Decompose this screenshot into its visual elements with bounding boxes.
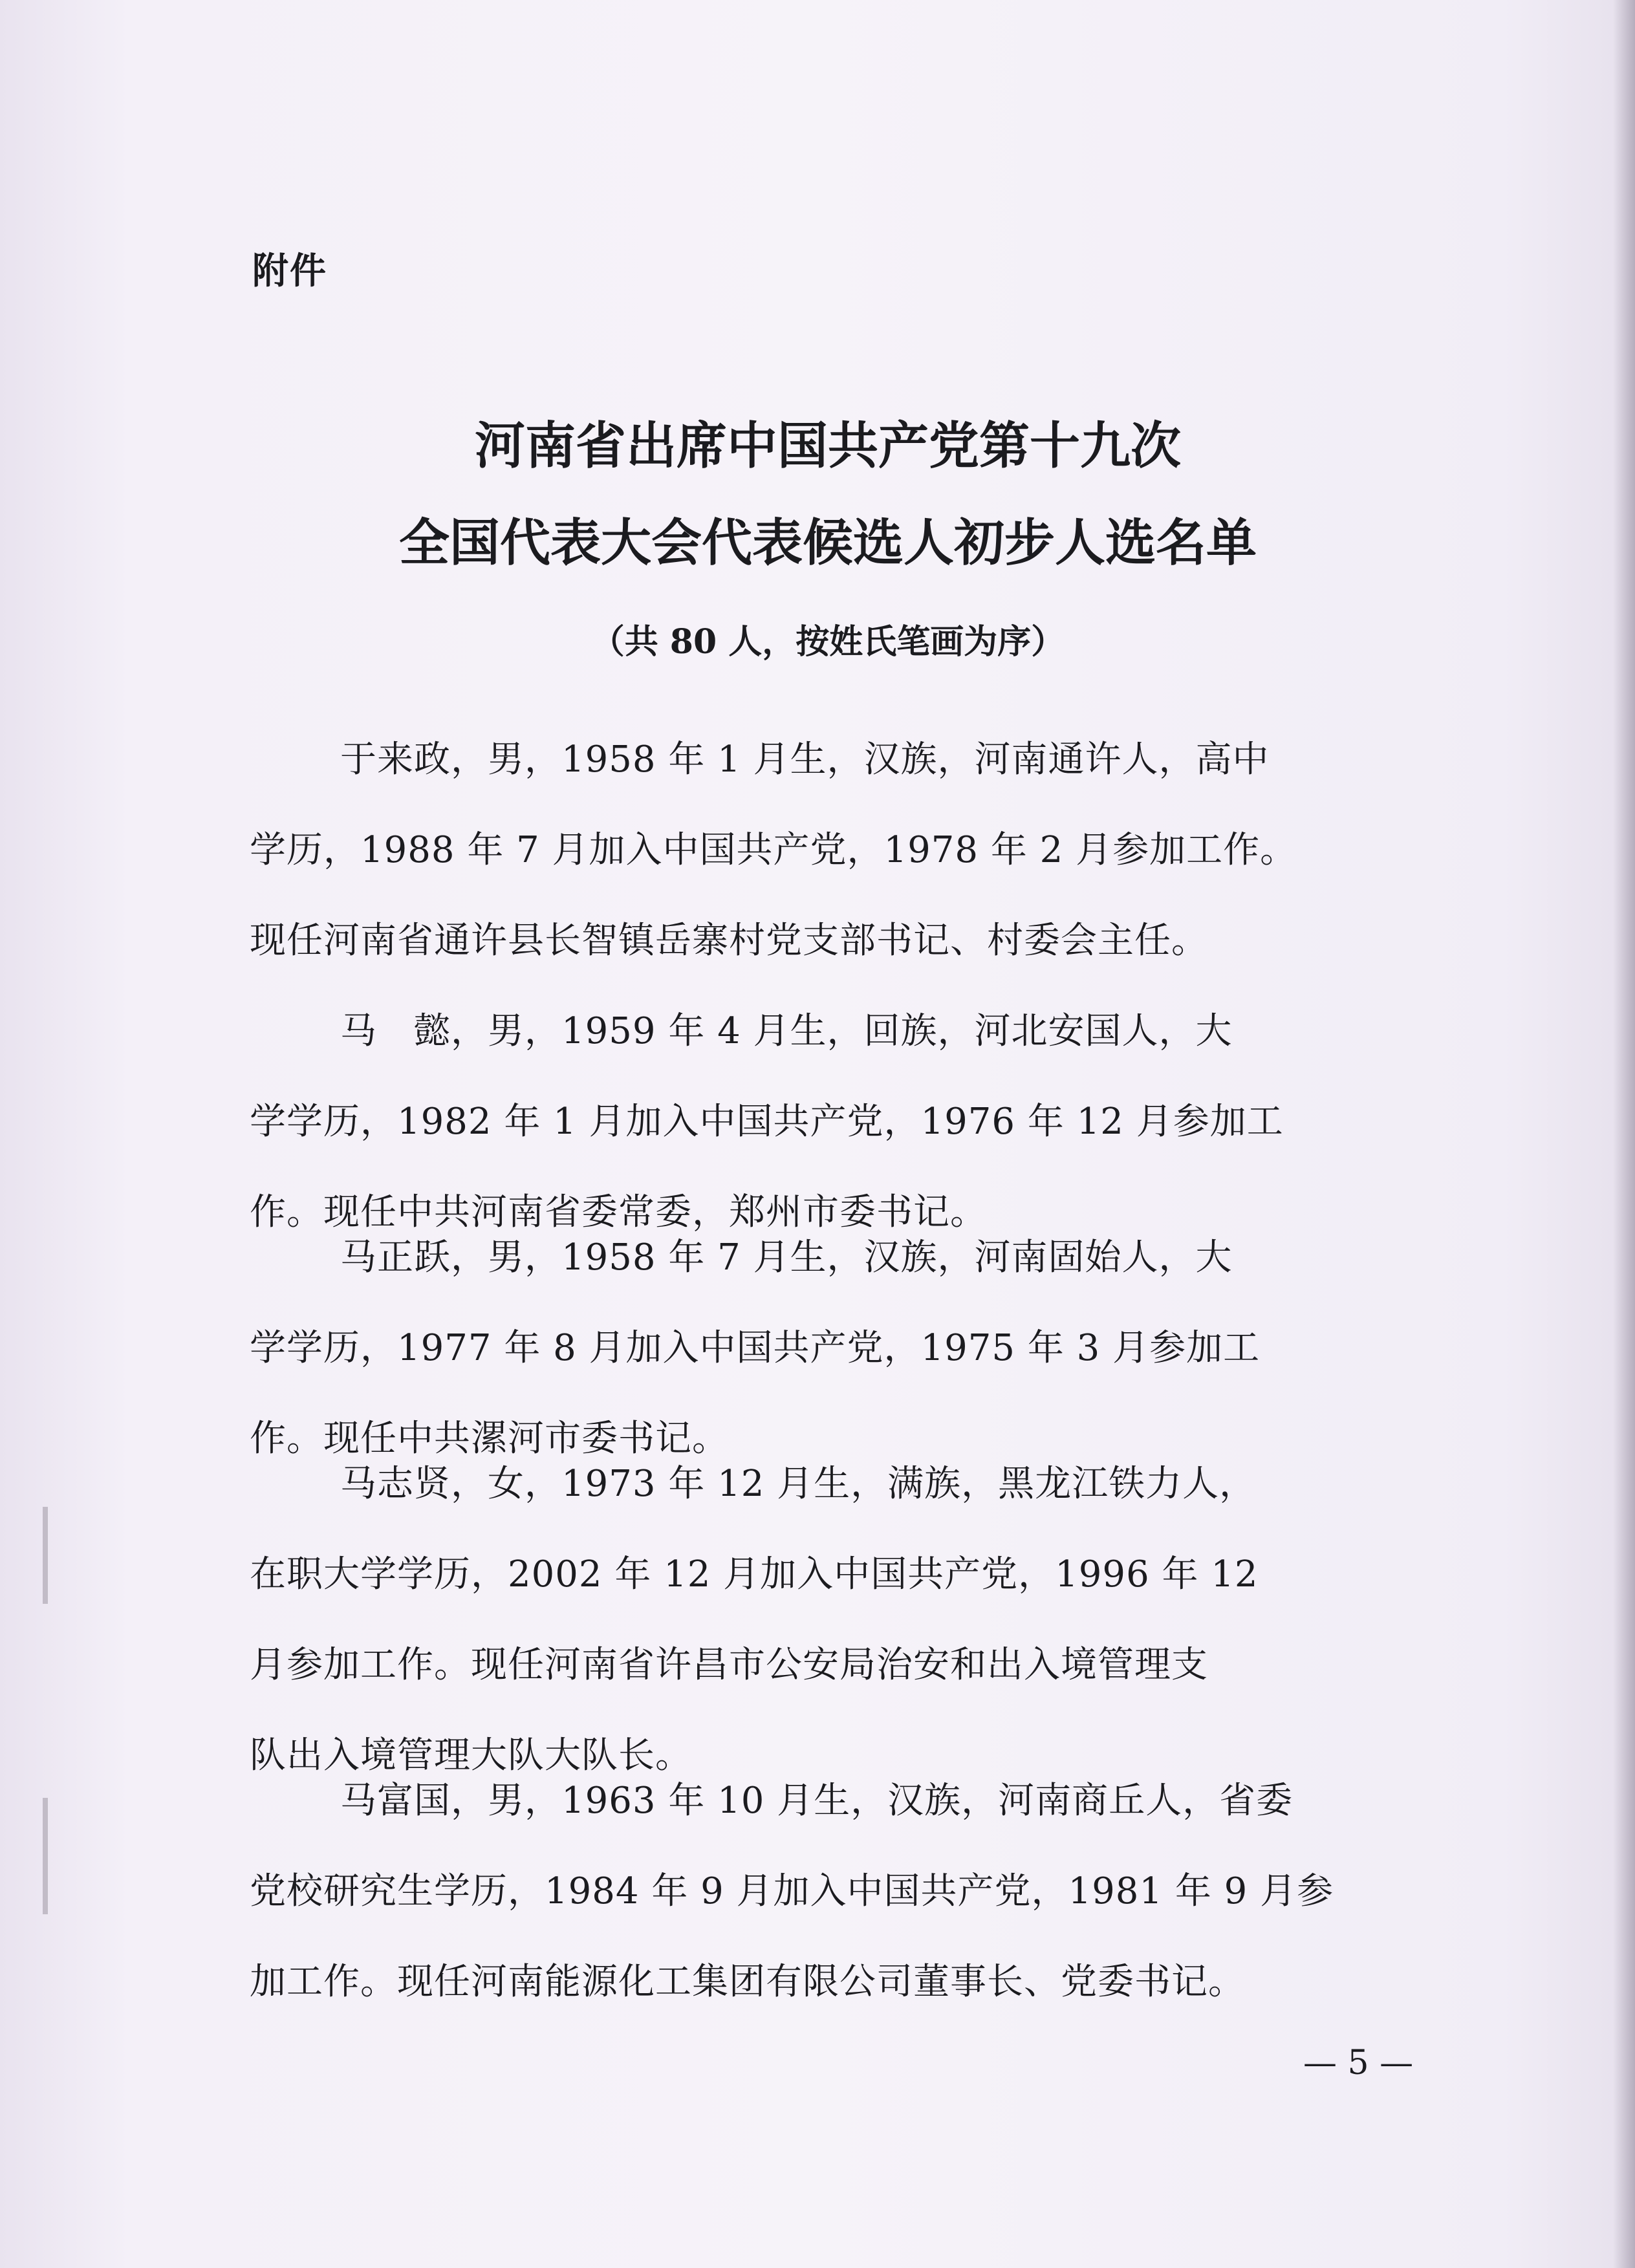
entry-line: 马富国，男，1963 年 10 月生，汉族，河南商丘人，省委 [340, 1780, 1294, 1822]
entry-line: 队出入境管理大队大队长。 [250, 1734, 692, 1777]
attachment-label: 附件 [252, 250, 327, 292]
entry-line: 于来政，男，1958 年 1 月生，汉族，河南通许人，高中 [340, 739, 1270, 781]
entry-line: 马正跃，男，1958 年 7 月生，汉族，河南固始人，大 [340, 1237, 1233, 1279]
entry-line: 现任河南省通许县长智镇岳寨村党支部书记、村委会主任。 [250, 920, 1208, 962]
entry-line: 学学历，1982 年 1 月加入中国共产党，1976 年 12 月参加工 [250, 1101, 1284, 1143]
binding-mark [43, 1798, 48, 1914]
entry-line: 在职大学学历，2002 年 12 月加入中国共产党，1996 年 12 [250, 1553, 1259, 1595]
candidate-entry [250, 715, 1429, 986]
entry-line: 月参加工作。现任河南省许昌市公安局治安和出入境管理支 [250, 1644, 1208, 1686]
candidate-entry [250, 1439, 1429, 1801]
entry-line: 马 懿，男，1959 年 4 月生，回族，河北安国人，大 [340, 1010, 1233, 1052]
entry-line: 作。现任中共河南省委常委，郑州市委书记。 [250, 1191, 987, 1233]
candidate-entry [250, 1756, 1429, 2027]
entry-line: 作。现任中共漯河市委书记。 [250, 1418, 729, 1460]
page-number: — 5 — [1303, 2044, 1414, 2082]
page-edge-shadow [1613, 0, 1635, 2268]
document-title-line-1: 河南省出席中国共产党第十九次 [474, 416, 1181, 475]
document-subtitle: （共 80 人，按姓氏笔画为序） [590, 622, 1065, 662]
document-title-line-2: 全国代表大会代表候选人初步人选名单 [398, 513, 1257, 572]
entry-line: 加工作。现任河南能源化工集团有限公司董事长、党委书记。 [250, 1961, 1245, 2003]
entry-line: 党校研究生学历，1984 年 9 月加入中国共产党，1981 年 9 月参 [250, 1870, 1334, 1912]
binding-mark [43, 1507, 48, 1604]
entry-line: 马志贤，女，1973 年 12 月生，满族，黑龙江铁力人， [340, 1463, 1257, 1505]
entry-line: 学学历，1977 年 8 月加入中国共产党，1975 年 3 月参加工 [250, 1327, 1261, 1369]
entry-line: 学历，1988 年 7 月加入中国共产党，1978 年 2 月参加工作。 [250, 829, 1297, 871]
